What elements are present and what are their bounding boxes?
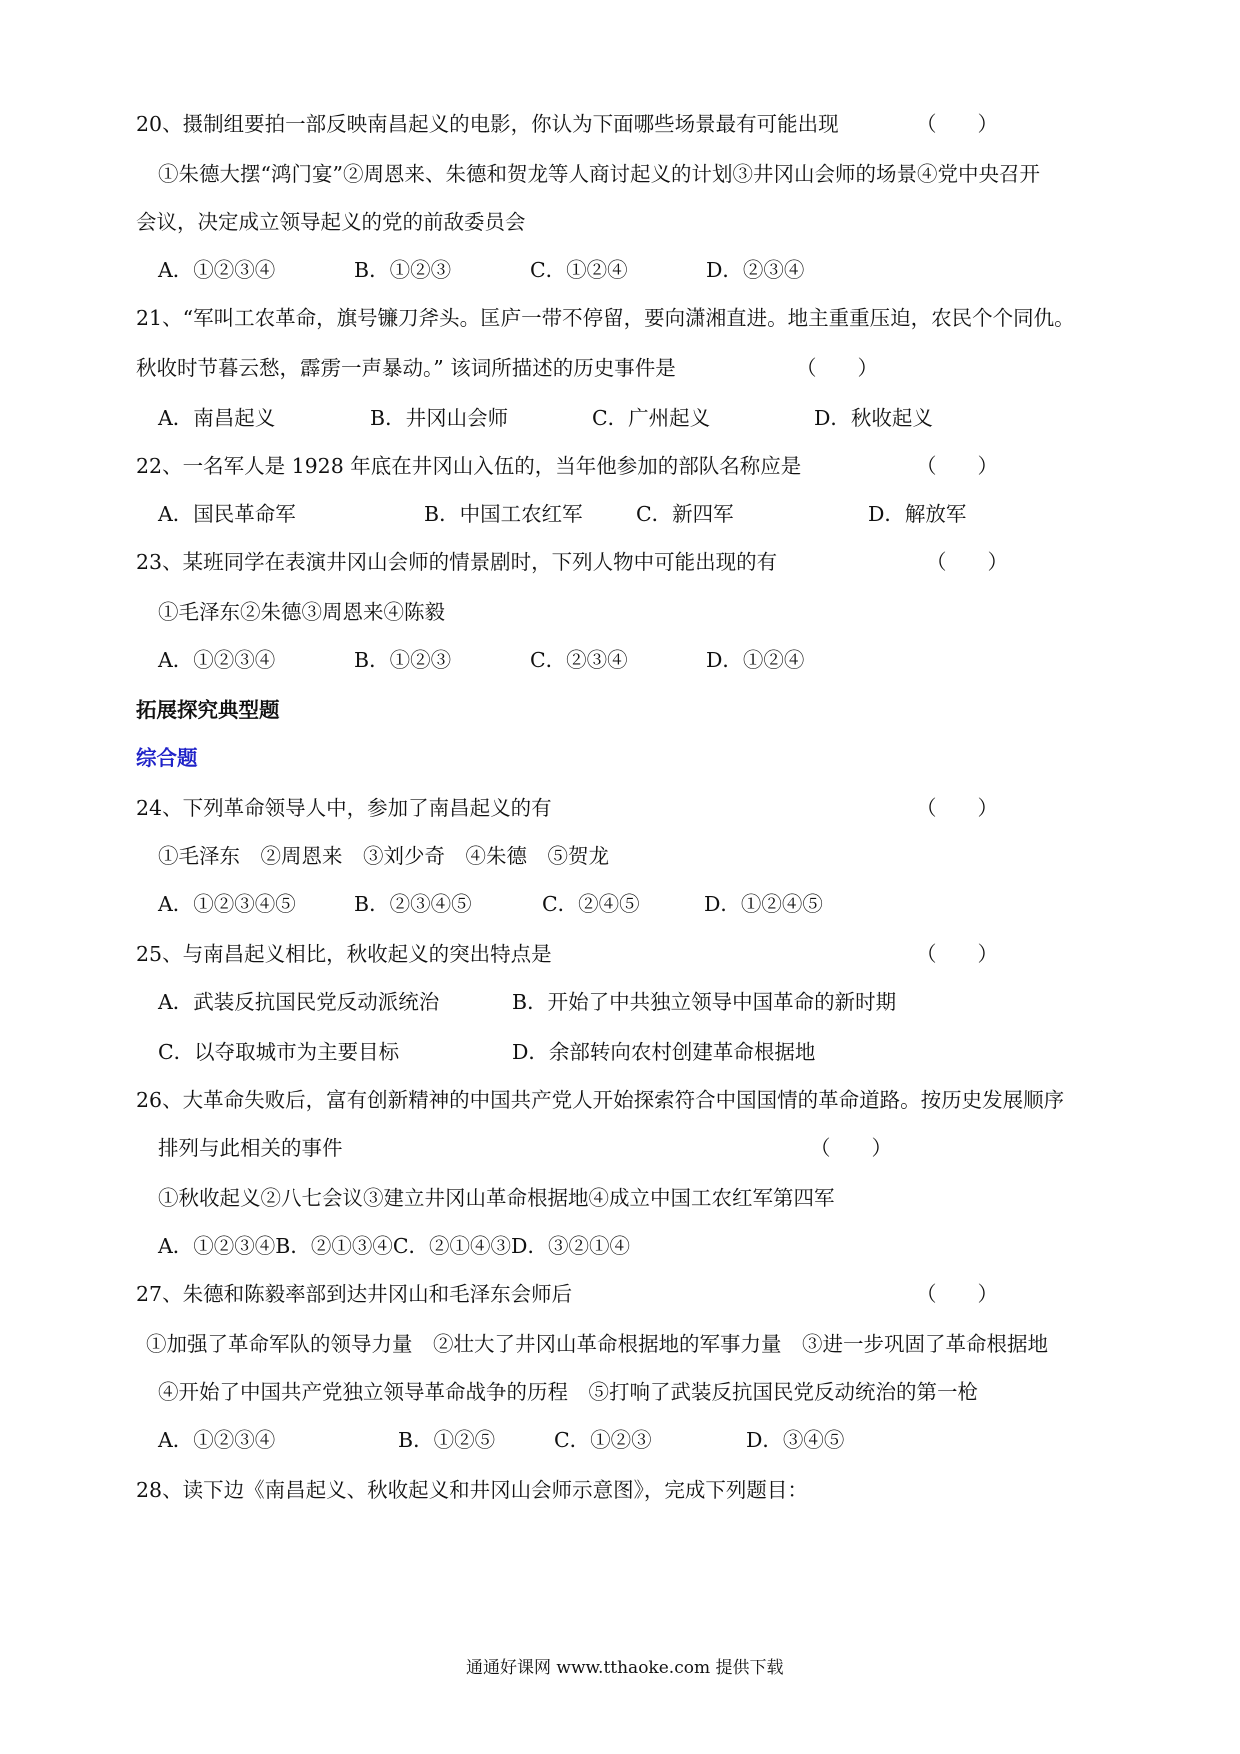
q26-options: A．①②③④B．②①③④C．②①④③D．③②①④ [158, 1234, 630, 1258]
q24-answer-paren: （ ） [916, 796, 998, 820]
q25-stem: 25、与南昌起义相比，秋收起义的突出特点是 [136, 942, 552, 966]
q27-items-line1: ①加强了革命军队的领导力量 ②壮大了井冈山革命根据地的军事力量 ③进一步巩固了革命根据地 [146, 1332, 1048, 1356]
q20-answer-paren: （ ） [916, 112, 998, 136]
q20-stem: 20、摄制组要拍一部反映南昌起义的电影，你认为下面哪些场景最有可能出现 [136, 112, 839, 136]
q27-stem: 27、朱德和陈毅率部到达井冈山和毛泽东会师后 [136, 1282, 573, 1306]
q22-option-b: B．中国工农红军 [424, 502, 583, 526]
q22-option-c: C．新四军 [636, 502, 734, 526]
q27-option-a: A．①②③④ [158, 1428, 276, 1452]
q20-option-c: C．①②④ [530, 258, 628, 282]
q23-stem: 23、某班同学在表演井冈山会师的情景剧时，下列人物中可能出现的有 [136, 550, 778, 574]
q26-answer-paren: （ ） [810, 1136, 892, 1160]
q23-option-d: D．①②④ [706, 648, 805, 672]
q26-stem-line2: 排列与此相关的事件 [158, 1136, 343, 1160]
q23-answer-paren: （ ） [926, 550, 1008, 574]
q20-option-b: B．①②③ [354, 258, 452, 282]
q22-answer-paren: （ ） [916, 454, 998, 478]
q21-stem-line2: 秋收时节暮云愁，霹雳一声暴动。” 该词所描述的历史事件是 [136, 356, 676, 380]
q23-option-c: C．②③④ [530, 648, 628, 672]
q26-items: ①秋收起义②八七会议③建立井冈山革命根据地④成立中国工农红军第四军 [158, 1186, 835, 1210]
q23-option-b: B．①②③ [354, 648, 452, 672]
q24-option-b: B．②③④⑤ [354, 892, 472, 916]
page-footer: 通通好课网 www.tthaoke.com 提供下载 [466, 1658, 784, 1678]
q23-items: ①毛泽东②朱德③周恩来④陈毅 [158, 600, 445, 624]
q22-stem: 22、一名军人是 1928 年底在井冈山入伍的，当年他参加的部队名称应是 [136, 454, 802, 478]
q20-option-d: D．②③④ [706, 258, 805, 282]
q27-answer-paren: （ ） [916, 1282, 998, 1306]
q25-option-c: C．以夺取城市为主要目标 [158, 1040, 400, 1064]
q21-option-c: C．广州起义 [592, 406, 711, 430]
q25-option-d: D．余部转向农村创建革命根据地 [512, 1040, 816, 1064]
q25-option-b: B．开始了中共独立领导中国革命的新时期 [512, 990, 897, 1014]
q28-stem: 28、读下边《南昌起义、秋收起义和井冈山会师示意图》，完成下列题目： [136, 1478, 808, 1502]
q21-option-b: B．井冈山会师 [370, 406, 509, 430]
q21-option-d: D．秋收起义 [814, 406, 933, 430]
q24-items: ①毛泽东 ②周恩来 ③刘少奇 ④朱德 ⑤贺龙 [158, 844, 609, 868]
section-heading: 拓展探究典型题 [136, 698, 280, 722]
q21-answer-paren: （ ） [796, 356, 878, 380]
q21-stem-line1: 21、“军叫工农革命，旗号镰刀斧头。匡庐一带不停留，要向潇湘直进。地主重重压迫，农民个个同仇。 [136, 306, 1075, 330]
q27-option-b: B．①②⑤ [398, 1428, 496, 1452]
q21-option-a: A．南昌起义 [158, 406, 276, 430]
q20-option-a: A．①②③④ [158, 258, 276, 282]
q22-option-a: A．国民革命军 [158, 502, 296, 526]
q27-option-d: D．③④⑤ [746, 1428, 845, 1452]
subsection-heading: 综合题 [136, 746, 198, 770]
q24-option-c: C．②④⑤ [542, 892, 640, 916]
q25-option-a: A．武装反抗国民党反动派统治 [158, 990, 440, 1014]
q20-items-line1: ①朱德大摆“鸿门宴”②周恩来、朱德和贺龙等人商讨起义的计划③井冈山会师的场景④党中央召开 [158, 162, 1040, 186]
q25-answer-paren: （ ） [916, 942, 998, 966]
q27-items-line2: ④开始了中国共产党独立领导革命战争的历程 ⑤打响了武装反抗国民党反动统治的第一枪 [158, 1380, 978, 1404]
q24-option-d: D．①②④⑤ [704, 892, 823, 916]
q20-items-line2: 会议，决定成立领导起义的党的前敌委员会 [136, 210, 526, 234]
q22-option-d: D．解放军 [868, 502, 967, 526]
q24-option-a: A．①②③④⑤ [158, 892, 296, 916]
q26-stem-line1: 26、大革命失败后，富有创新精神的中国共产党人开始探索符合中国国情的革命道路。按历史发展顺序 [136, 1088, 1065, 1112]
q27-option-c: C．①②③ [554, 1428, 652, 1452]
q23-option-a: A．①②③④ [158, 648, 276, 672]
q24-stem: 24、下列革命领导人中，参加了南昌起义的有 [136, 796, 552, 820]
